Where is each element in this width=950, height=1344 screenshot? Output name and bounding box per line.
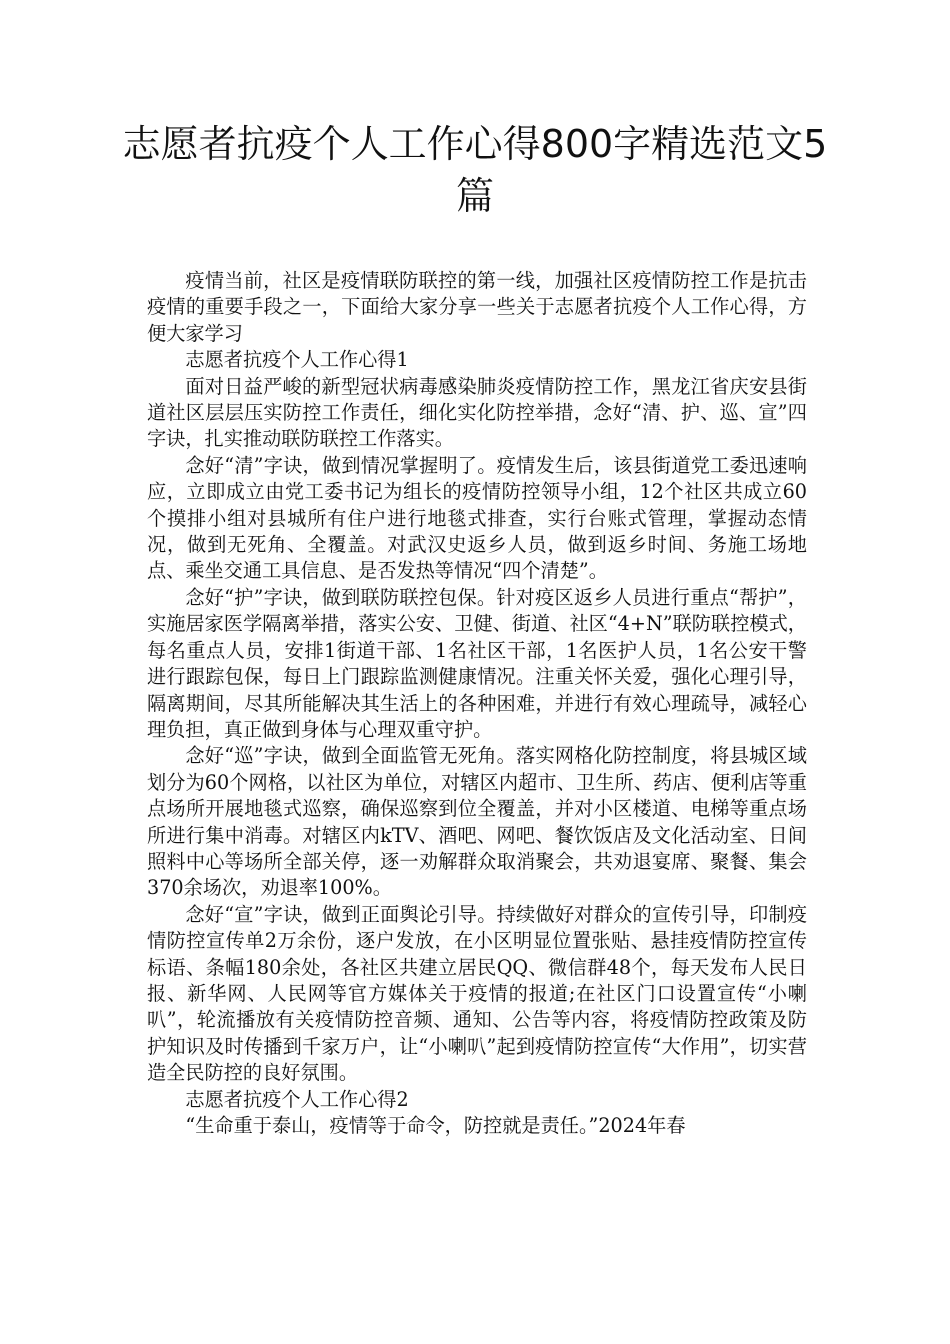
body-paragraph: “生命重于泰山，疫情等于命令，防控就是责任。”2024年春 <box>185 1114 686 1137</box>
section-heading-2: 志愿者抗疫个人工作心得2 <box>185 1087 409 1111</box>
document-body <box>147 268 807 1139</box>
section-heading-1: 志愿者抗疫个人工作心得1 <box>185 348 409 372</box>
body-paragraph: 念好“护”字诀，做到联防联控包保。针对疫区返乡人员进行重点“帮护”，实施居家医学隔离举措，落实公安、卫健、街道、社区“4+N”联防联控模式，每名重点人员，安排1街道干部、1名社区干部，1名医护人员，1名公安干警进行跟踪包保，每日上门跟踪监测健康情况。注重关怀关爱，强化心理引导，隔离期间，尽其所能解决其生活上的各种困难，并进行有效心理疏导，减轻心理负担，真正做到身体与心理双重守护。 <box>147 585 807 741</box>
body-paragraph: 面对日益严峻的新型冠状病毒感染肺炎疫情防控工作，黑龙江省庆安县街道社区层层压实防控工作责任，细化实化防控举措，念好“清、护、巡、宣”四字诀，扎实推动联防联控工作落实。 <box>147 374 807 451</box>
body-paragraph: 念好“巡”字诀，做到全面监管无死角。落实网格化防控制度，将县城区域划分为60个网格，以社区为单位，对辖区内超市、卫生所、药店、便利店等重点场所开展地毯式巡察，确保巡察到位全覆盖，并对小区楼道、电梯等重点场所进行集中消毒。对辖区内kTV、酒吧、网吧、餐饮饭店及文化活动室、日间照料中心等场所全部关停，逐一劝解群众取消聚会，共劝退宴席、聚餐、集会370余场次，劝退率100%。 <box>147 744 807 900</box>
body-paragraph: 念好“清”字诀，做到情况掌握明了。疫情发生后，该县街道党工委迅速响应，立即成立由党工委书记为组长的疫情防控领导小组，12个社区共成立60个摸排小组对县城所有住户进行地毯式排查，实行台账式管理，掌握动态情况，做到无死角、全覆盖。对武汉史返乡人员，做到返乡时间、务施工场地点、乘坐交通工具信息、是否发热等情况“四个清楚”。 <box>147 453 807 583</box>
intro-paragraph: 疫情当前，社区是疫情联防联控的第一线，加强社区疫情防控工作是抗击疫情的重要手段之一，下面给大家分享一些关于志愿者抗疫个人工作心得，方便大家学习 <box>147 269 807 345</box>
body-paragraph: 念好“宣”字诀，做到正面舆论引导。持续做好对群众的宣传引导，印制疫情防控宣传单2万余份，逐户发放，在小区明显位置张贴、悬挂疫情防控宣传标语、条幅180余处，各社区共建立居民QQ、微信群48个，每天发布人民日报、新华网、人民网等官方媒体关于疫情的报道;在社区门口设置宣传“小喇叭”，轮流播放有关疫情防控音频、通知、公告等内容，将疫情防控政策及防护知识及时传播到千家万户，让“小喇叭”起到疫情防控宣传“大作用”，切实营造全民防控的良好氛围。 <box>147 902 807 1085</box>
document-title: 志愿者抗疫个人工作心得800字精选范文5篇 <box>122 122 828 218</box>
